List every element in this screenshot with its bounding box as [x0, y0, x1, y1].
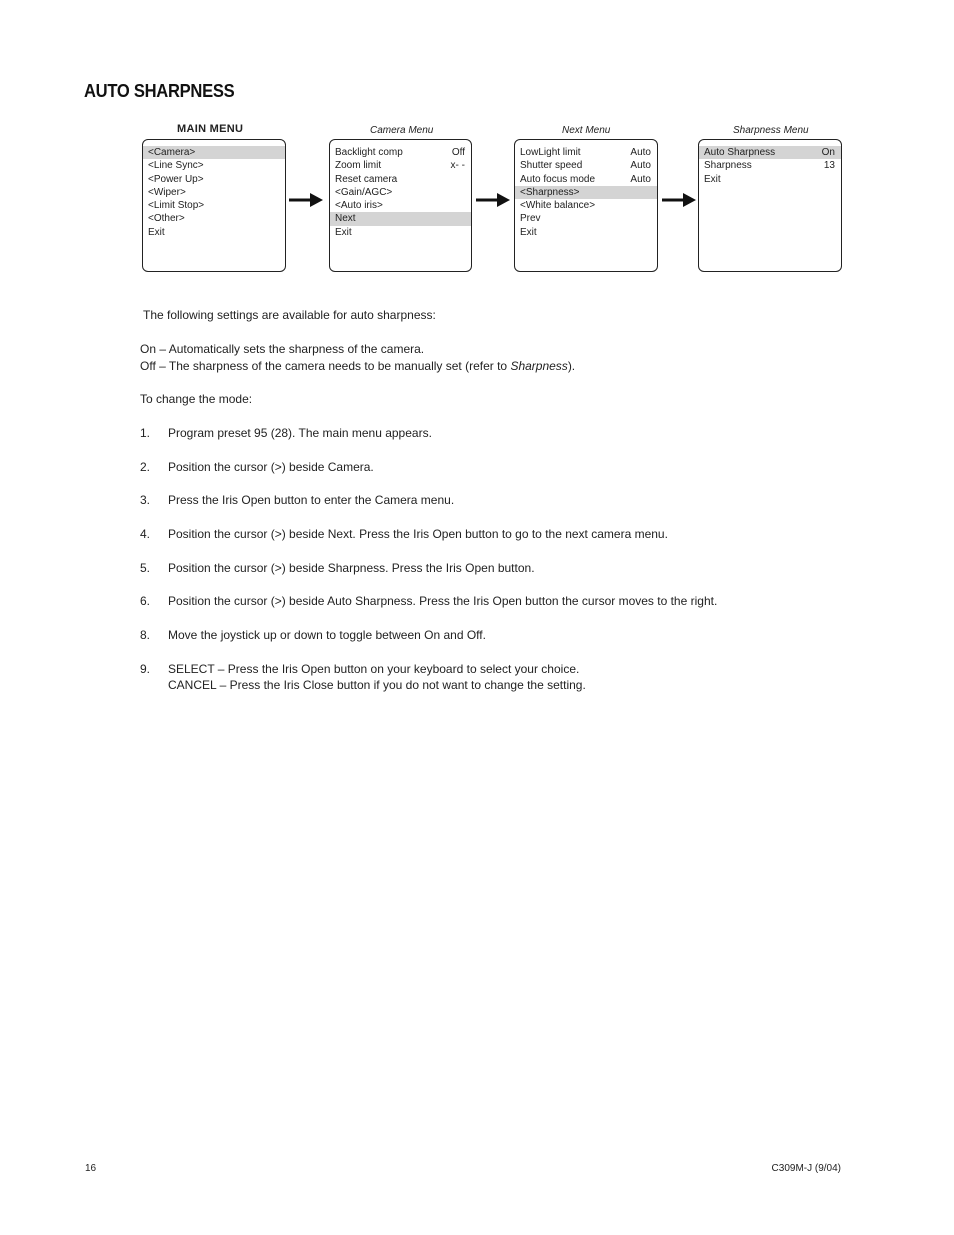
menu-row-backlight-comp: Backlight comp Off [335, 147, 465, 158]
step-item-continued: CANCEL – Press the Iris Close button if you do not want to change the setting. [168, 678, 586, 692]
page-title: AUTO SHARPNESS [84, 81, 235, 101]
step-item: 8. Move the joystick up or down to toggle between On and Off. [140, 628, 486, 642]
menu-row-wiper: <Wiper> [148, 186, 186, 198]
menu-row-exit: Exit [148, 226, 165, 238]
sharpness-menu-title: Sharpness Menu [733, 125, 809, 136]
step-item: 6. Position the cursor (>) beside Auto Sharpness. Press the Iris Open button the cursor moves to the right. [140, 594, 718, 608]
menu-row-auto-iris: <Auto iris> [335, 200, 383, 212]
menu-row-gain-agc: <Gain/AGC> [335, 186, 393, 198]
main-menu-box [142, 139, 286, 272]
menu-row-exit: Exit [520, 226, 537, 238]
step-item: 2. Position the cursor (>) beside Camera. [140, 460, 374, 474]
next-menu-title: Next Menu [562, 125, 611, 136]
option-on: On – Automatically sets the sharpness of the camera. [140, 342, 425, 356]
arrow-right-icon [288, 191, 324, 209]
menu-row-next: Next [330, 212, 471, 225]
step-item: 3. Press the Iris Open button to enter the Camera menu. [140, 493, 455, 507]
menu-row-limit-stop: <Limit Stop> [148, 200, 205, 212]
menu-row-white-balance: <White balance> [520, 200, 596, 212]
menu-row-exit: Exit [335, 226, 352, 238]
menu-row-other: <Other> [148, 213, 185, 225]
menu-row-auto-focus-mode: Auto focus mode Auto [520, 173, 651, 185]
arrow-right-icon [475, 191, 511, 209]
menu-row-line-sync: <Line Sync> [148, 160, 204, 172]
menu-row-sharpness-value: Sharpness 13 [704, 160, 835, 172]
main-menu-title: MAIN MENU [177, 123, 244, 135]
menu-row-prev: Prev [520, 213, 541, 225]
camera-menu-title: Camera Menu [370, 125, 434, 136]
change-mode-text: To change the mode: [140, 392, 253, 406]
menu-row-lowlight-limit: LowLight limit Auto [520, 147, 651, 158]
menu-row-zoom-limit: Zoom limit x- - [335, 160, 465, 172]
document-code: C309M-J (9/04) [771, 1163, 841, 1174]
menu-row-exit: Exit [704, 173, 721, 185]
menu-row-reset-camera: Reset camera [335, 173, 398, 185]
step-item: 4. Position the cursor (>) beside Next. Press the Iris Open button to go to the next camera menu. [140, 527, 668, 541]
menu-row-sharpness: <Sharpness> [515, 186, 657, 199]
camera-menu-box [329, 139, 472, 272]
sharpness-menu-box [698, 139, 842, 272]
step-item: 1. Program preset 95 (28). The main menu appears. [140, 426, 432, 440]
menu-row-camera: <Camera> [143, 146, 285, 159]
intro-text: The following settings are available for auto sharpness: [143, 308, 436, 322]
step-item: 9. SELECT – Press the Iris Open button on your keyboard to select your choice. [140, 662, 580, 676]
menu-row-power-up: <Power Up> [148, 173, 204, 185]
menu-row-auto-sharpness: Auto Sharpness On [699, 146, 841, 159]
option-off: Off – The sharpness of the camera needs to be manually set (refer to Sharpness). [140, 359, 576, 373]
menu-row-shutter-speed: Shutter speed Auto [520, 160, 651, 172]
step-item: 5. Position the cursor (>) beside Sharpness. Press the Iris Open button. [140, 561, 535, 575]
next-menu-box [514, 139, 658, 272]
arrow-right-icon [661, 191, 697, 209]
page-number: 16 [85, 1163, 97, 1174]
